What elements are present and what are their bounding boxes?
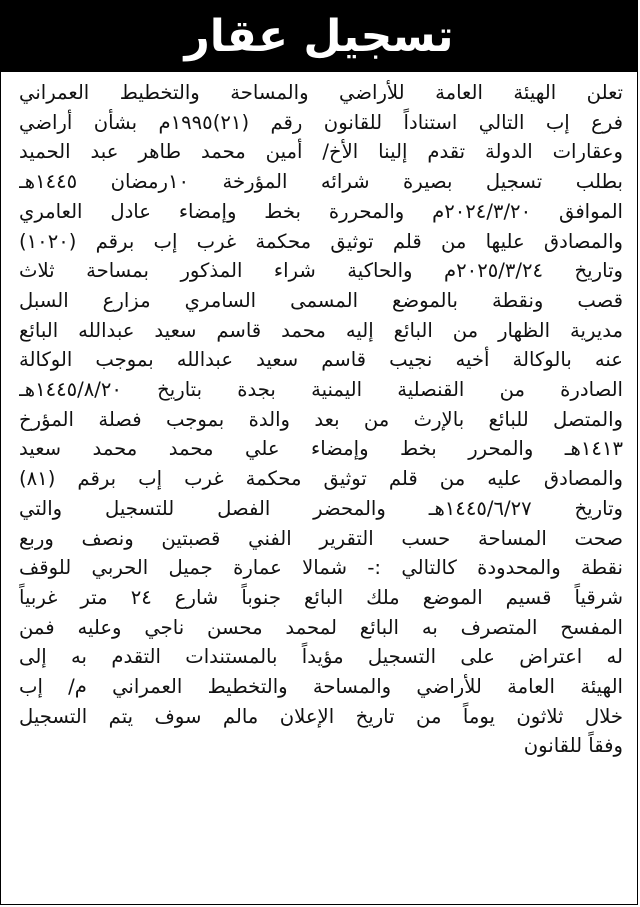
- notice-line: مديرية الظهار من البائع إليه محمد قاسم سعيد عبدالله البائع: [19, 318, 623, 342]
- notice-line: شرقياً قسيم الموضع ملك البائع جنوباً شارع ٢٤ متر غربياً: [19, 585, 623, 609]
- notice-line: خلال ثلاثون يوماً من تاريخ الإعلان مالم سوف يتم التسجيل: [19, 704, 623, 728]
- notice-line: نقطة والمحدودة كالتالي :- شمالا عمارة جميل الحربي للوقف: [19, 556, 623, 580]
- notice-line: والمصادق عليه من قلم توثيق محكمة غرب إب برقم (٨١): [19, 467, 623, 491]
- notice-line: فرع إب التالي استناداً للقانون رقم (٢١)١٩٩٥م بشأن أراضي: [19, 110, 623, 134]
- notice-line: عنه بالوكالة أخيه نجيب قاسم سعيد عبدالله بموجب الوكالة: [19, 348, 623, 372]
- notice-line: الصادرة من القنصلية اليمنية بجدة بتاريخ ١٤٤٥/٨/٢٠هـ: [19, 378, 623, 402]
- notice-line: له اعتراض على التسجيل مؤيداً بالمستندات التقدم به إلى: [19, 645, 623, 669]
- notice-line: الهيئة العامة للأراضي والمساحة والتخطيط العمراني م/ إب: [19, 675, 623, 699]
- notice-line: والمصادق عليها من قلم توثيق محكمة غرب إب برقم (١٠٢٠): [19, 229, 623, 253]
- notice-line: الموافق ٢٠٢٤/٣/٢٠م والمحررة بخط وإمضاء عادل العامري: [19, 199, 623, 223]
- notice-line: قصب ونقطة بالموضع المسمى السامري مزارع السبل: [19, 288, 623, 312]
- notice-line: وعقارات الدولة تقدم إلينا الأخ/ أمين محمد طاهر عبد الحميد: [19, 140, 623, 164]
- notice-line: وتاريخ ١٤٤٥/٦/٢٧هـ والمحضر الفصل للتسجيل والتي: [19, 496, 623, 520]
- notice-line: والمتصل للبائع بالإرث من بعد والدة بموجب فصلة المؤرخ: [19, 407, 623, 431]
- notice-line: صحت المساحة حسب التقرير الفني قصبتين ونصف وربع: [19, 526, 623, 550]
- notice-line: المفسح المتصرف به البائع لمحمد محسن ناجي وعليه فمن: [19, 615, 623, 639]
- notice-line: تعلن الهيئة العامة للأراضي والمساحة والتخطيط العمراني: [19, 81, 623, 104]
- notice-line: ١٤١٣هـ والمحرر بخط وإمضاء علي محمد محمد سعيد: [19, 437, 623, 461]
- notice-title: تسجيل عقار: [1, 1, 637, 72]
- notice-body: [1, 72, 637, 761]
- notice-line: وفقاً للقانون: [523, 734, 623, 758]
- notice-line: وتاريخ ٢٠٢٥/٣/٢٤م والحاكية شراء المذكور بمساحة ثلاث: [19, 259, 623, 283]
- notice-line: بطلب تسجيل بصيرة شرائه المؤرخة ١٠رمضان ١٤٤٥هـ: [19, 170, 623, 194]
